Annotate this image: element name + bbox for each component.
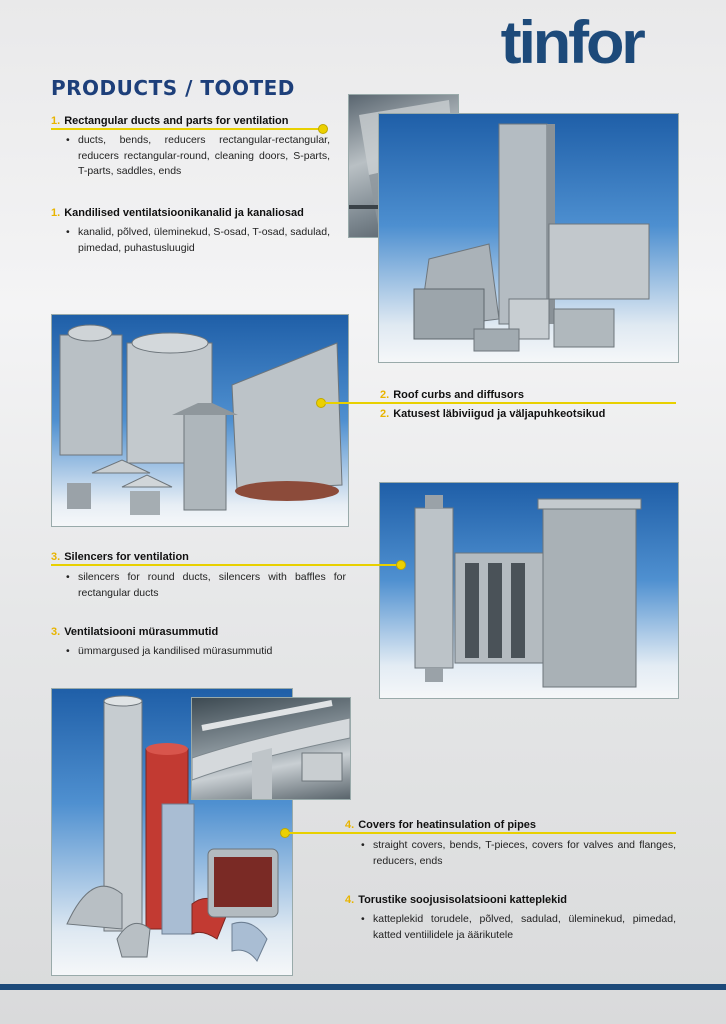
section-1-items-en: • ducts, bends, reducers rectangular-rectangular, reducers rectangular-round, cleaning doors, S-parts, T-parts, saddles, ends [78, 133, 330, 180]
section-3-heading-en: 3. Silencers for ventilation [51, 551, 189, 563]
tinfor-logo: tinfor [500, 9, 643, 76]
section-4-rule [288, 832, 676, 834]
roof-curbs-photo [51, 314, 349, 527]
silencers-photo [379, 482, 679, 699]
section-1-heading-et: 1. Kandilised ventilatsioonikanalid ja kanaliosad [51, 207, 304, 219]
section-2-heading-et: 2. Katusest läbiviigud ja väljapuhkeotsikud [380, 408, 606, 420]
section-1-heading-en: 1. Rectangular ducts and parts for ventilation [51, 115, 289, 127]
section-2-rule [324, 402, 676, 404]
section-1-rule [51, 128, 321, 130]
section-4-heading-en: 4. Covers for heatinsulation of pipes [345, 819, 537, 831]
section-3-items-en: • silencers for round ducts, silencers with baffles for rectangular ducts [78, 570, 346, 601]
rectangular-ducts-photo [378, 113, 679, 363]
section-4-items-et: • katteplekid torudele, põlved, sadulad, üleminekud, pimedad, katted ventiilidele ja äärikutele [373, 912, 676, 943]
section-3-marker [396, 560, 406, 570]
footer-bar [0, 984, 726, 990]
section-3-heading-et: 3. Ventilatsiooni mürasummutid [51, 626, 219, 638]
section-2-heading-en: 2. Roof curbs and diffusors [380, 389, 524, 401]
page-title: PRODUCTS / TOOTED [51, 76, 295, 100]
section-1-items-et: • kanalid, põlved, üleminekud, S-osad, T-osad, sadulad, pimedad, puhastusluugid [78, 225, 330, 256]
section-3-rule [51, 564, 399, 566]
section-4-heading-et: 4. Torustike soojusisolatsiooni katteplekid [345, 894, 568, 906]
section-4-items-en: • straight covers, bends, T-pieces, covers for valves and flanges, reducers, ends [373, 838, 676, 869]
insulated-pipes-installation-photo [191, 697, 351, 800]
section-3-items-et: • ümmargused ja kandilised mürasummutid [78, 644, 346, 660]
